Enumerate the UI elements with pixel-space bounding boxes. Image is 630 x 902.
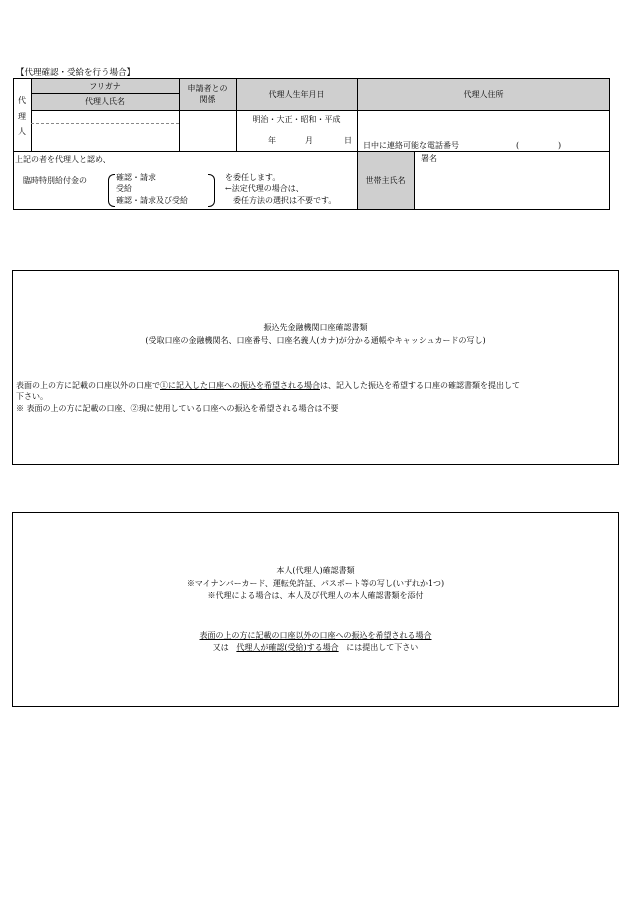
bank-doc-para-a: 表面の上の方に記載の口座以外の口座で xyxy=(16,381,160,390)
phone-close-paren: ) xyxy=(558,141,562,150)
side-label-1: 代 xyxy=(18,96,26,105)
id-doc-condition-1 xyxy=(13,631,618,641)
agent-name-label: 代理人氏名 xyxy=(85,97,125,106)
relation-label-2: 関係 xyxy=(199,95,216,104)
relation-label-1: 申請者との xyxy=(187,84,228,93)
option-confirm-claim-receive[interactable]: 確認・請求及び受給 xyxy=(116,196,188,205)
era-options: 明治・大正・昭和・平成 xyxy=(252,115,341,124)
id-doc-mata: 又は xyxy=(212,643,229,652)
section-header: 【代理確認・受給を行う場合】 xyxy=(16,68,136,78)
option-confirm-claim[interactable]: 確認・請求 xyxy=(116,173,156,182)
phone-label: 日中に連絡可能な電話番号 xyxy=(363,141,459,150)
option-receive[interactable]: 受給 xyxy=(116,184,132,193)
signature-label: 署名 xyxy=(421,154,437,163)
bank-doc-paragraph xyxy=(16,381,520,391)
id-doc-condition-2-text: 代理人が確認(受給)する場合 xyxy=(236,643,339,652)
id-doc-title: 本人(代理人)確認書類 xyxy=(276,566,355,575)
side-label-3: 人 xyxy=(18,127,26,136)
birthdate-label: 代理人生年月日 xyxy=(268,90,325,99)
benefit-label: 臨時特別給付金の xyxy=(23,176,87,185)
consent-line1: 上記の者を代理人と認め、 xyxy=(15,155,111,164)
id-doc-box xyxy=(12,512,619,707)
year-label: 年 xyxy=(268,136,276,145)
bank-doc-subtitle: (受取口座の金融機関名、口座番号、口座名義人(カナ)が分かる通帳やキャッシュカードの写し) xyxy=(145,336,486,345)
bank-doc-note: ※ 表面の上の方に記載の口座、②現に使用している口座への振込を希望される場合は不要 xyxy=(16,404,339,413)
phone-open-paren: ( xyxy=(516,141,520,150)
id-doc-line1: ※マイナンバーカード、運転免許証、パスポート等の写し(いずれか1つ) xyxy=(186,579,445,588)
legal-agent-note-1: ←法定代理の場合は、 xyxy=(225,184,304,193)
month-label: 月 xyxy=(305,136,313,145)
header-bg-relation xyxy=(179,78,236,110)
delegate-text: を委任します。 xyxy=(225,173,281,182)
id-doc-condition-1-text: 表面の上の方に記載の口座以外の口座への振込を希望される場合 xyxy=(199,631,432,640)
furigana-label: フリガナ xyxy=(89,82,121,91)
household-head-label: 世帯主氏名 xyxy=(365,176,406,185)
id-doc-line2: ※代理による場合は、本人及び代理人の本人確認書類を添付 xyxy=(207,591,424,600)
id-doc-condition-2 xyxy=(13,643,618,653)
day-label: 日 xyxy=(344,136,352,145)
agent-form-table xyxy=(13,78,610,210)
bank-doc-para-underlined: ①に記入した口座への振込を希望される場合 xyxy=(160,381,320,390)
address-label: 代理人住所 xyxy=(463,90,504,99)
bank-doc-para-b: は、記入した振込を希望する口座の確認書類を提出して xyxy=(320,381,520,390)
id-doc-tail: には提出して下さい xyxy=(346,643,419,652)
legal-agent-note-2: 委任方法の選択は不要です。 xyxy=(233,196,337,205)
bank-doc-para-c: 下さい。 xyxy=(16,392,48,401)
left-brace xyxy=(108,174,115,207)
bank-doc-box xyxy=(12,270,619,465)
side-label-2: 理 xyxy=(18,112,26,121)
right-brace xyxy=(208,174,215,207)
bank-doc-title: 振込先金融機関口座確認書類 xyxy=(263,323,368,332)
